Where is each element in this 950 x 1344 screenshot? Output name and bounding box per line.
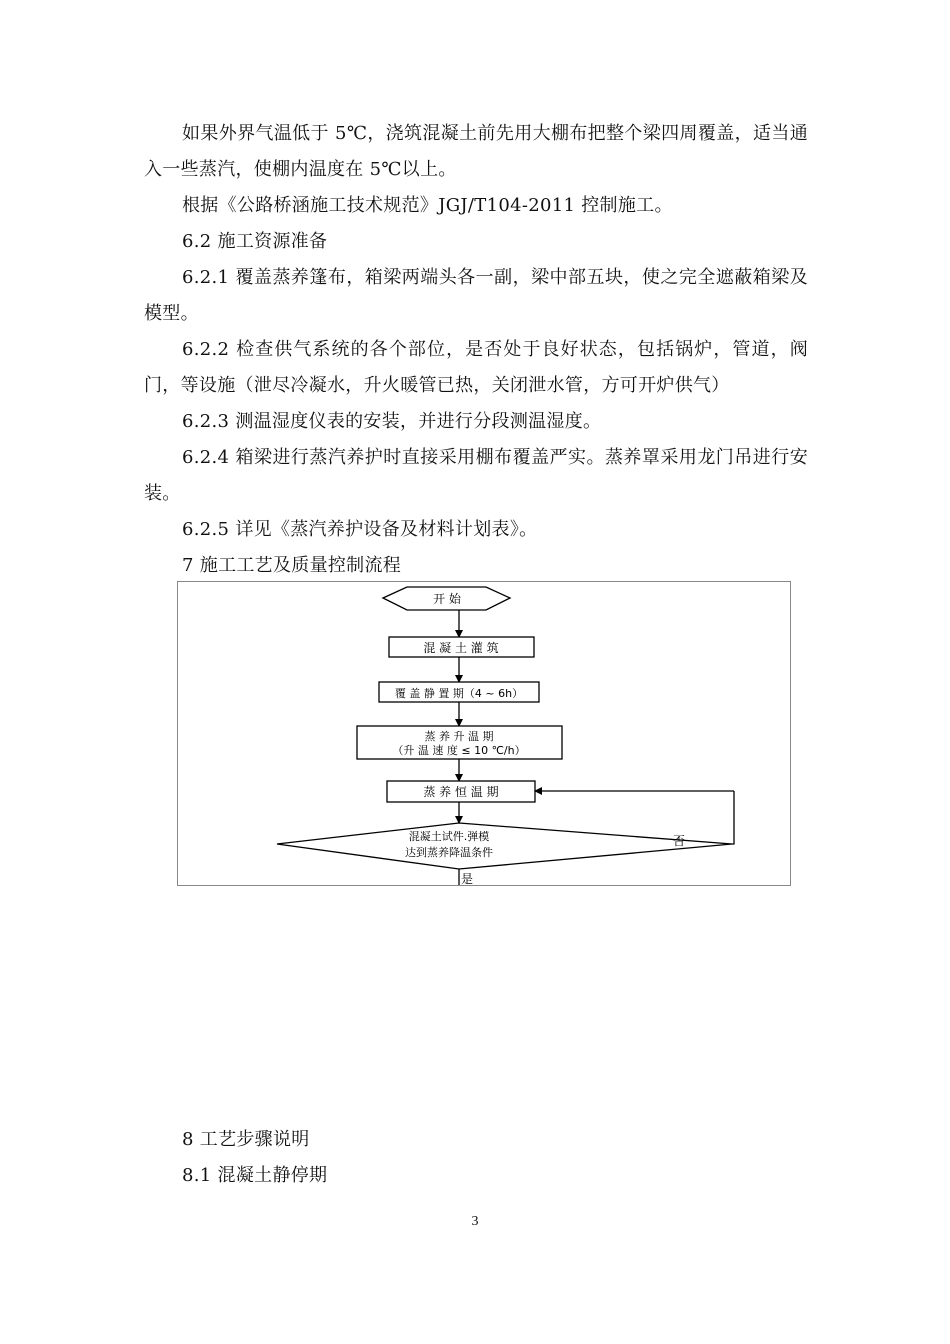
decision-line-1: 混凝土试件.弹模 (408, 830, 490, 843)
decision-line-2: 达到蒸养降温条件 (405, 846, 493, 859)
step-cover-standing-label: 覆 盖 静 置 期（4 ~ 6h） (394, 687, 524, 700)
loop-line-right (732, 791, 734, 844)
step-constant-temperature-label: 蒸 养 恒 温 期 (423, 785, 499, 799)
paragraph-6-2-4: 6.2.4 箱梁进行蒸汽养护时直接采用棚布覆盖严实。蒸养罩采用龙门吊进行安装。 (144, 447, 808, 504)
no-label: 否 (673, 834, 686, 848)
step-heating-title: 蒸 养 升 温 期 (424, 730, 494, 743)
page-number: 3 (471, 1214, 479, 1229)
yes-label: 是 (461, 872, 474, 886)
paragraph-6-2-3: 6.2.3 测温湿度仪表的安装，并进行分段测温湿度。 (182, 411, 602, 432)
heading-6-2: 6.2 施工资源准备 (182, 231, 328, 252)
step-heating-rate: （升 温 速 度 ≤ 10 ℃/h） (392, 744, 526, 757)
paragraph-temperature: 如果外界气温低于 5℃，浇筑混凝土前先用大棚布把整个梁四周覆盖，适当通入一些蒸汽，使棚内温度在 5℃以上。 (144, 123, 808, 180)
paragraph-spec-reference: 根据《公路桥涵施工技术规范》JGJ/T104-2011 控制施工。 (182, 195, 673, 216)
start-label: 开 始 (433, 592, 461, 606)
process-flowchart (177, 581, 791, 886)
decision-cooling-condition (277, 823, 732, 869)
heading-7: 7 施工工艺及质量控制流程 (182, 555, 402, 576)
paragraph-6-2-1: 6.2.1 覆盖蒸养篷布，箱梁两端头各一副，梁中部五块，使之完全遮蔽箱梁及模型。 (144, 267, 808, 324)
heading-8: 8 工艺步骤说明 (182, 1129, 310, 1150)
step-concrete-pouring-label: 混 凝 土 灌 筑 (423, 641, 499, 655)
heading-8-1: 8.1 混凝土静停期 (182, 1165, 328, 1186)
paragraph-6-2-5: 6.2.5 详见《蒸汽养护设备及材料计划表》。 (182, 519, 538, 540)
paragraph-6-2-2: 6.2.2 检查供气系统的各个部位，是否处于良好状态，包括锅炉，管道，阀门，等设施（泄尽冷凝水，升火暖管已热，关闭泄水管，方可开炉供气） (144, 339, 808, 396)
